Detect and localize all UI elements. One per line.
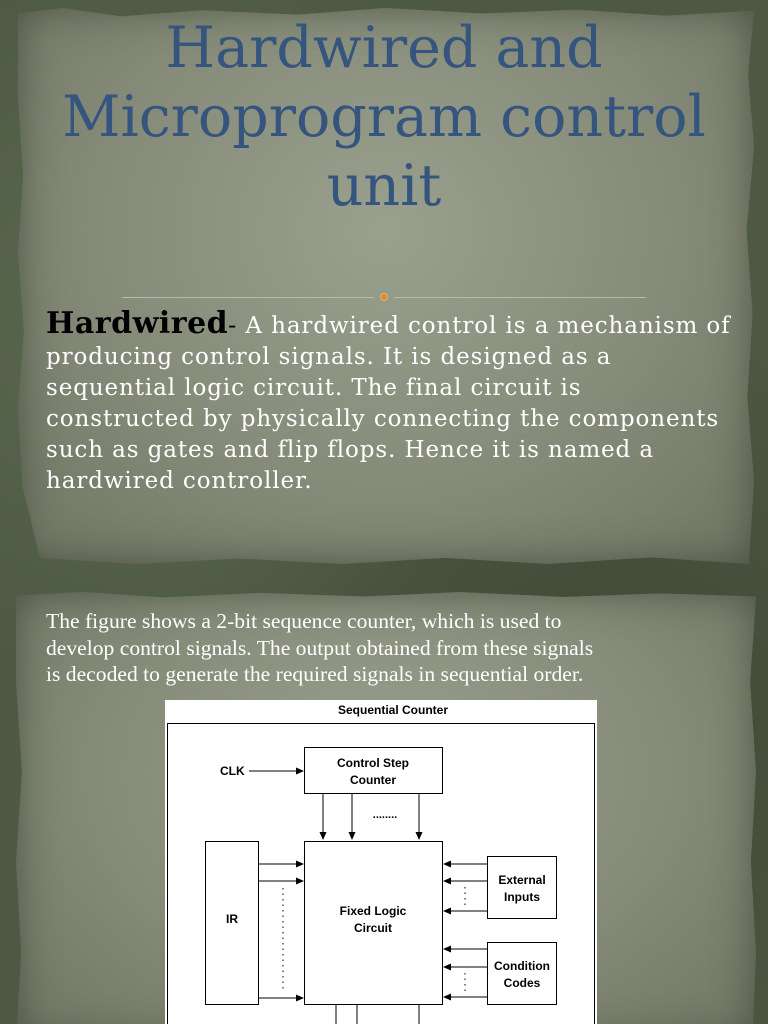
external-label-2: Inputs	[504, 890, 540, 904]
slide-title	[0, 14, 768, 221]
definition-text: A hardwired control is a mechanism of producing control signals. It is designed as a sequential logic circuit. The final circuit is constructed by physically connecting the components such as gates and flip flops. Hence it is named a hardwired controller.	[46, 313, 731, 494]
title-line-1: Hardwired and	[165, 15, 603, 81]
condition-codes-box	[488, 943, 557, 1005]
sequential-counter-diagram	[165, 700, 597, 1024]
caption-line-3: is decoded to generate the required signals in sequential order.	[46, 662, 584, 686]
title-divider	[122, 297, 646, 299]
title-line-2: Microprogram control	[62, 84, 706, 150]
divider-dot	[380, 293, 388, 301]
external-inputs-box	[488, 857, 557, 919]
diagram-svg	[165, 700, 597, 1024]
counter-dots: ........	[372, 809, 398, 821]
logic-label-2: Circuit	[353, 921, 393, 935]
condition-label-1: Condition	[494, 959, 550, 973]
divider-line-right	[394, 297, 646, 298]
term-dash: -	[228, 311, 238, 339]
hardwired-definition	[46, 308, 736, 497]
title-line-3: unit	[326, 153, 442, 219]
external-label-1: External	[498, 873, 546, 887]
counter-label-2: Counter	[350, 773, 396, 787]
logic-label-1: Fixed Logic	[339, 904, 407, 918]
counter-label-1: Control Step	[337, 756, 409, 770]
divider-line-left	[122, 297, 374, 298]
diagram-title: Sequential Counter	[337, 703, 449, 717]
caption-line-1: The figure shows a 2-bit sequence counter, which is used to	[46, 609, 562, 633]
figure-caption	[46, 608, 736, 688]
condition-label-2: Codes	[503, 976, 541, 990]
term-hardwired: Hardwired	[46, 306, 229, 341]
ir-label: IR	[226, 912, 238, 926]
caption-line-2: develop control signals. The output obtained from these signals	[46, 635, 594, 660]
clk-label: CLK	[220, 764, 245, 778]
